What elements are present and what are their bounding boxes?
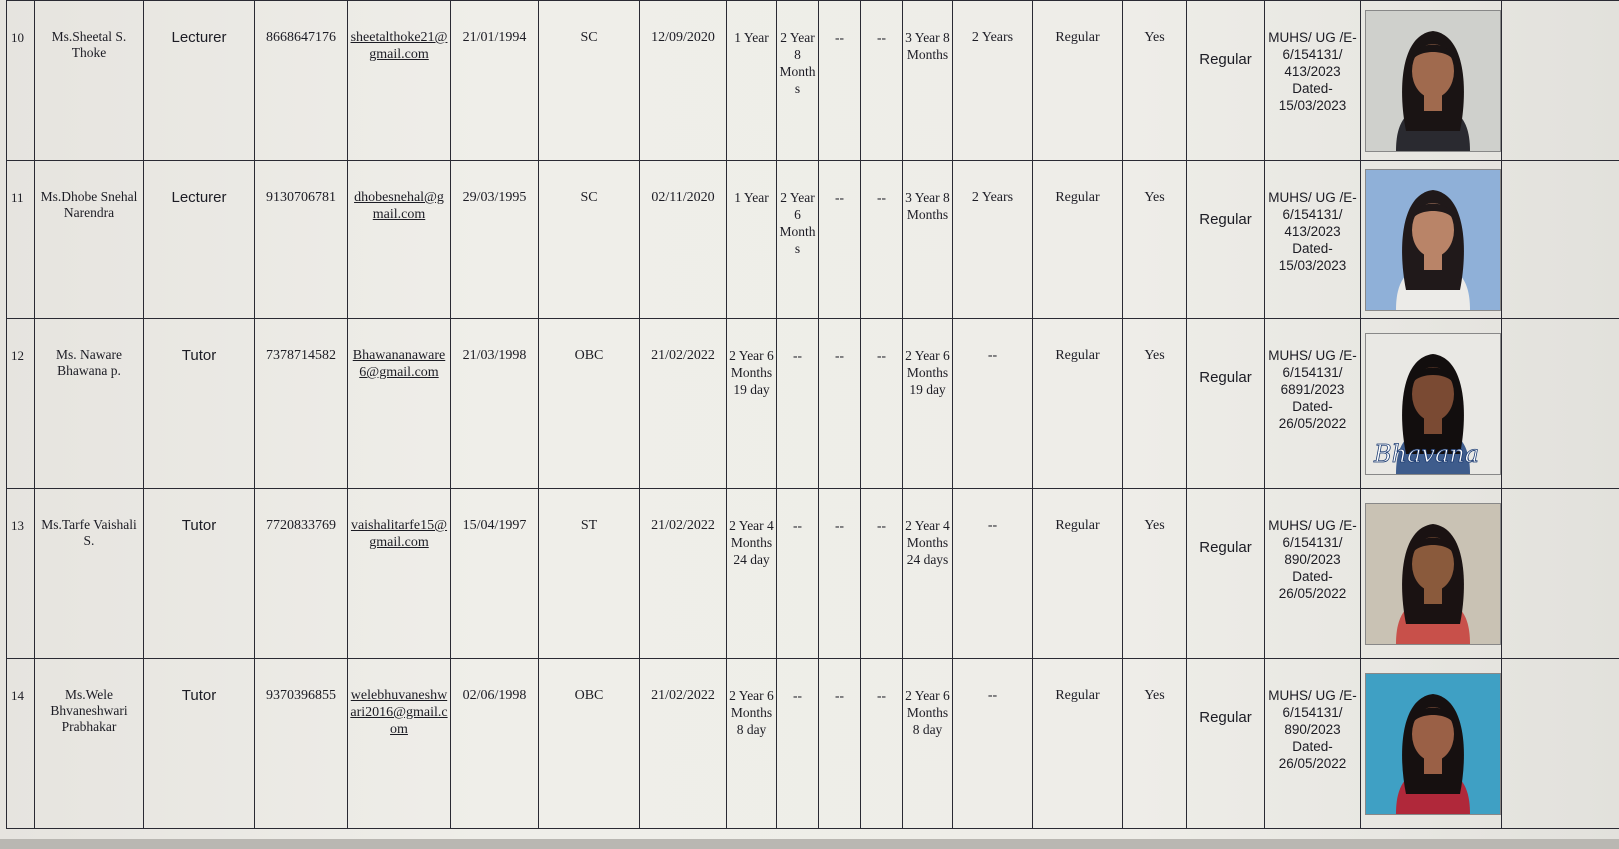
total-experience: 2 Year 6 Months 8 day — [905, 688, 950, 737]
appointment-nature-cell — [1033, 659, 1123, 829]
experience-1-cell — [727, 161, 777, 319]
date-of-joining: 21/02/2022 — [651, 348, 715, 363]
mobile-number-cell — [255, 319, 348, 489]
experience-3: -- — [835, 348, 844, 363]
total-experience: 2 Year 6 Months 19 day — [905, 348, 950, 397]
photo-cell — [1361, 161, 1502, 319]
total-experience-cell — [903, 161, 953, 319]
table-row — [7, 1, 1619, 161]
category: ST — [580, 518, 598, 533]
designation-cell — [144, 489, 255, 659]
date-of-joining-cell — [640, 161, 727, 319]
experience-2-cell — [777, 659, 819, 829]
email-address: dhobesnehal@gmail.com — [354, 190, 444, 222]
faculty-details-table — [6, 0, 1619, 829]
employment-status-cell — [1187, 659, 1265, 829]
approved-flag-cell — [1123, 161, 1187, 319]
date-of-joining-cell — [640, 1, 727, 161]
category-cell — [539, 319, 640, 489]
other-experience: 2 Years — [971, 190, 1014, 205]
svg-text:Bhavana: Bhavana — [1374, 439, 1480, 468]
designation-cell — [144, 319, 255, 489]
employment-status-cell — [1187, 1, 1265, 161]
category: OBC — [574, 348, 604, 363]
experience-1: 2 Year 4 Months 24 day — [729, 518, 774, 567]
employment-status-cell — [1187, 319, 1265, 489]
date-of-joining-cell — [640, 489, 727, 659]
date-of-joining: 12/09/2020 — [651, 30, 715, 45]
experience-2: 2 Year 6 Months — [779, 190, 816, 256]
table-row — [7, 489, 1619, 659]
employment-status: Regular — [1199, 369, 1252, 386]
approval-order-cell — [1265, 161, 1361, 319]
experience-3: -- — [835, 190, 844, 205]
date-of-birth: 15/04/1997 — [462, 518, 527, 533]
experience-2: -- — [793, 688, 802, 703]
experience-1: 2 Year 6 Months 8 day — [729, 688, 774, 737]
faculty-name: Ms. Naware Bhawana p. — [56, 347, 122, 378]
approval-order: MUHS/ UG /E-6/154131/ 413/2023 Dated- 15/03/2023 — [1268, 30, 1357, 113]
approval-order-cell — [1265, 659, 1361, 829]
experience-2-cell — [777, 161, 819, 319]
category-cell — [539, 1, 640, 161]
appointment-nature: Regular — [1055, 348, 1100, 363]
approval-order-cell — [1265, 1, 1361, 161]
date-of-birth-cell — [451, 489, 539, 659]
blank-cell — [1502, 161, 1619, 319]
designation: Lecturer — [171, 189, 227, 206]
blank-cell — [1502, 1, 1619, 161]
experience-3-cell — [819, 1, 861, 161]
employment-status-cell — [1187, 489, 1265, 659]
blank-cell — [1502, 659, 1619, 829]
experience-4-cell — [861, 161, 903, 319]
faculty-name-cell — [35, 489, 144, 659]
experience-3-cell — [819, 489, 861, 659]
total-experience: 3 Year 8 Months — [905, 30, 950, 62]
approved-flag-cell — [1123, 489, 1187, 659]
designation: Lecturer — [171, 29, 227, 46]
email-address-cell — [348, 1, 451, 161]
approval-order: MUHS/ UG /E-6/154131/ 413/2023 Dated- 15/03/2023 — [1268, 190, 1357, 273]
other-experience: -- — [987, 518, 998, 533]
photo-cell — [1361, 659, 1502, 829]
total-experience-cell — [903, 1, 953, 161]
experience-3-cell — [819, 659, 861, 829]
serial-number-cell — [7, 319, 35, 489]
designation-cell — [144, 659, 255, 829]
faculty-name-cell — [35, 319, 144, 489]
designation: Tutor — [181, 347, 217, 364]
category-cell — [539, 161, 640, 319]
mobile-number: 7378714582 — [266, 348, 336, 363]
experience-3: -- — [835, 688, 844, 703]
designation: Tutor — [181, 687, 217, 704]
total-experience: 3 Year 8 Months — [905, 190, 950, 222]
email-address: Bhawananaware6@gmail.com — [352, 348, 446, 380]
experience-1-cell — [727, 319, 777, 489]
date-of-birth: 02/06/1998 — [462, 688, 527, 703]
mobile-number-cell — [255, 1, 348, 161]
email-address: sheetalthoke21@gmail.com — [350, 30, 448, 62]
experience-1: 1 Year — [734, 30, 769, 45]
other-experience: -- — [987, 348, 998, 363]
approval-order-cell — [1265, 489, 1361, 659]
blank-cell — [1502, 319, 1619, 489]
employment-status: Regular — [1199, 539, 1252, 556]
approved-flag: Yes — [1144, 518, 1165, 533]
other-experience-cell — [953, 161, 1033, 319]
date-of-joining: 21/02/2022 — [651, 518, 715, 533]
date-of-birth-cell — [451, 659, 539, 829]
experience-1-cell — [727, 659, 777, 829]
serial-number: 12 — [11, 348, 24, 363]
date-of-joining-cell — [640, 659, 727, 829]
experience-1-cell — [727, 489, 777, 659]
experience-4-cell — [861, 319, 903, 489]
experience-2-cell — [777, 319, 819, 489]
faculty-photo — [1365, 503, 1501, 645]
mobile-number: 8668647176 — [266, 30, 336, 45]
approved-flag: Yes — [1144, 688, 1165, 703]
date-of-joining: 02/11/2020 — [651, 190, 715, 205]
mobile-number: 9130706781 — [266, 190, 336, 205]
serial-number-cell — [7, 1, 35, 161]
appointment-nature: Regular — [1055, 30, 1100, 45]
appointment-nature-cell — [1033, 161, 1123, 319]
experience-1: 1 Year — [734, 190, 769, 205]
designation-cell — [144, 161, 255, 319]
email-address-cell — [348, 319, 451, 489]
serial-number-cell — [7, 659, 35, 829]
email-address-cell — [348, 489, 451, 659]
photo-cell — [1361, 489, 1502, 659]
appointment-nature-cell — [1033, 1, 1123, 161]
experience-4: -- — [877, 518, 886, 533]
experience-4-cell — [861, 1, 903, 161]
appointment-nature: Regular — [1055, 688, 1100, 703]
experience-4: -- — [877, 30, 886, 45]
date-of-joining: 21/02/2022 — [651, 688, 715, 703]
total-experience-cell — [903, 319, 953, 489]
approved-flag-cell — [1123, 319, 1187, 489]
designation-cell — [144, 1, 255, 161]
appointment-nature-cell — [1033, 319, 1123, 489]
experience-2-cell — [777, 489, 819, 659]
category-cell — [539, 659, 640, 829]
total-experience-cell — [903, 489, 953, 659]
serial-number-cell — [7, 161, 35, 319]
date-of-birth-cell — [451, 1, 539, 161]
experience-4: -- — [877, 688, 886, 703]
appointment-nature: Regular — [1055, 518, 1100, 533]
experience-2: 2 Year 8 Months — [779, 30, 816, 96]
faculty-name: Ms.Tarfe Vaishali S. — [41, 517, 137, 548]
email-address: welebhuvaneshwari2016@gmail.com — [350, 688, 448, 737]
experience-4: -- — [877, 190, 886, 205]
category: SC — [580, 190, 598, 205]
experience-4-cell — [861, 489, 903, 659]
approval-order: MUHS/ UG /E-6/154131/ 6891/2023 Dated- 26/05/2022 — [1268, 348, 1357, 431]
approved-flag-cell — [1123, 1, 1187, 161]
email-address-cell — [348, 161, 451, 319]
mobile-number-cell — [255, 659, 348, 829]
other-experience-cell — [953, 1, 1033, 161]
experience-3-cell — [819, 161, 861, 319]
experience-3: -- — [835, 518, 844, 533]
serial-number: 14 — [11, 688, 24, 703]
date-of-birth-cell — [451, 319, 539, 489]
experience-2: -- — [793, 348, 802, 363]
faculty-name-cell — [35, 1, 144, 161]
approved-flag-cell — [1123, 659, 1187, 829]
photo-cell — [1361, 1, 1502, 161]
other-experience-cell — [953, 319, 1033, 489]
faculty-photo — [1365, 333, 1501, 475]
date-of-joining-cell — [640, 319, 727, 489]
faculty-name: Ms.Wele Bhvaneshwari Prabhakar — [50, 687, 128, 734]
experience-4: -- — [877, 348, 886, 363]
faculty-name-cell — [35, 659, 144, 829]
approved-flag: Yes — [1144, 348, 1165, 363]
mobile-number: 7720833769 — [266, 518, 336, 533]
other-experience-cell — [953, 659, 1033, 829]
category: SC — [580, 30, 598, 45]
category: OBC — [574, 688, 604, 703]
email-address-cell — [348, 659, 451, 829]
date-of-birth: 21/03/1998 — [462, 348, 527, 363]
faculty-name: Ms.Sheetal S. Thoke — [51, 29, 127, 60]
approval-order-cell — [1265, 319, 1361, 489]
total-experience-cell — [903, 659, 953, 829]
experience-4-cell — [861, 659, 903, 829]
date-of-birth: 21/01/1994 — [462, 30, 527, 45]
date-of-birth: 29/03/1995 — [462, 190, 527, 205]
mobile-number: 9370396855 — [266, 688, 336, 703]
email-address: vaishalitarfe15@gmail.com — [350, 518, 448, 550]
approved-flag: Yes — [1144, 30, 1165, 45]
approval-order: MUHS/ UG /E-6/154131/ 890/2023 Dated- 26/05/2022 — [1268, 688, 1357, 771]
faculty-photo — [1365, 673, 1501, 815]
employment-status: Regular — [1199, 709, 1252, 726]
faculty-photo — [1365, 169, 1501, 311]
serial-number: 13 — [11, 518, 24, 533]
serial-number: 10 — [11, 30, 24, 45]
table-row — [7, 161, 1619, 319]
approval-order: MUHS/ UG /E-6/154131/ 890/2023 Dated- 26/05/2022 — [1268, 518, 1357, 601]
blank-cell — [1502, 489, 1619, 659]
appointment-nature-cell — [1033, 489, 1123, 659]
category-cell — [539, 489, 640, 659]
total-experience: 2 Year 4 Months 24 days — [905, 518, 950, 567]
serial-number: 11 — [11, 190, 24, 205]
other-experience: 2 Years — [971, 30, 1014, 45]
experience-3: -- — [835, 30, 844, 45]
employment-status-cell — [1187, 161, 1265, 319]
table-row — [7, 659, 1619, 829]
other-experience-cell — [953, 489, 1033, 659]
approved-flag: Yes — [1144, 190, 1165, 205]
other-experience: -- — [987, 688, 998, 703]
mobile-number-cell — [255, 489, 348, 659]
designation: Tutor — [181, 517, 217, 534]
faculty-photo — [1365, 10, 1501, 152]
experience-3-cell — [819, 319, 861, 489]
faculty-name-cell — [35, 161, 144, 319]
experience-1-cell — [727, 1, 777, 161]
faculty-name: Ms.Dhobe Snehal Narendra — [40, 189, 138, 220]
date-of-birth-cell — [451, 161, 539, 319]
experience-2: -- — [793, 518, 802, 533]
serial-number-cell — [7, 489, 35, 659]
appointment-nature: Regular — [1055, 190, 1100, 205]
mobile-number-cell — [255, 161, 348, 319]
photo-cell — [1361, 319, 1502, 489]
table-row — [7, 319, 1619, 489]
experience-2-cell — [777, 1, 819, 161]
employment-status: Regular — [1199, 211, 1252, 228]
experience-1: 2 Year 6 Months 19 day — [729, 348, 774, 397]
employment-status: Regular — [1199, 51, 1252, 68]
